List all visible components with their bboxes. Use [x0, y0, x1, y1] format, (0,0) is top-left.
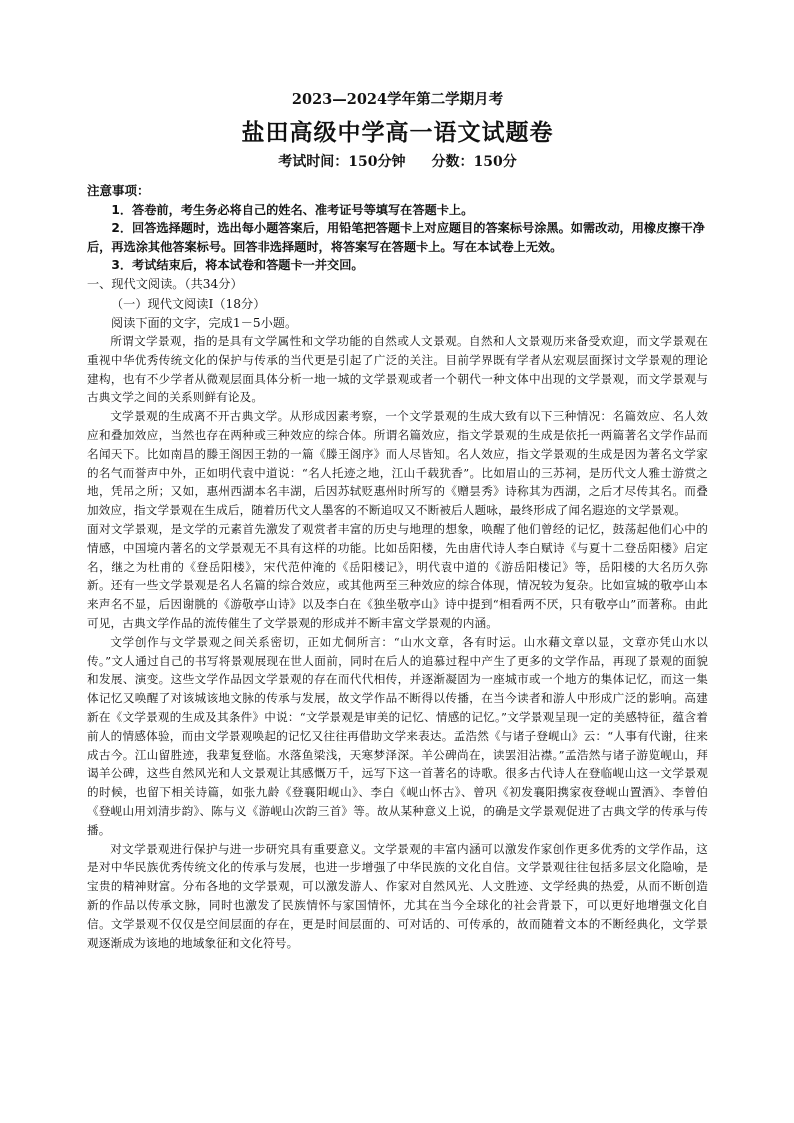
subsection-title: （一）现代文阅读Ⅰ（18分） [111, 297, 266, 311]
notice-item-3: 3．考试结束后，将本试卷和答题卡一并交回。 [111, 258, 364, 272]
exam-score: 分数：150分 [431, 154, 517, 170]
passage-paragraph-4: 文学创作与文学景观之间关系密切，正如尤侗所言：“山水文章，各有时运。山水藉文章以显，文章亦凭山水以传。”文人通过自己的书写将景观展现在世人面前，同时在后人的追慕过程中产生了更多的文学作品，再现了景观的面貌和发展、演变。这些文学作品因文学景观的存在而代代相传，并逐渐凝固为一座城市或一个地方的集体记忆，而这一集体记忆又唤醒了对该城该地文脉的传承与发展，故文学作品不断得以传播，在当今读者和游人中形成广泛的影响。高建新在《文学景观的生成及其条件》中说：“文学景观是审美的记忆、情感的记忆。”文学景观呈现一定的美感特征，蕴含着前人的情感体验，而由文学景观唤起的记忆又往往再借助文学来表达。孟浩然《与诸子登岘山》云：“人事有代谢，往来成古今。江山留胜迹，我辈复登临。水落鱼梁浅，天寒梦泽深。羊公碑尚在，读罢泪沾襟。”孟浩然与诸子游览岘山，拜谒羊公碑，这些自然风光和人文景观让其感慨万千，远写下这一首著名的诗歌。很多古代诗人在登临岘山这一文学景观的时候，也留下相关诗篇，如张九龄《登襄阳岘山》、李白《岘山怀古》、曾巩《初发襄阳携家夜登岘山置酒》、李曾伯《登岘山用刘清步韵》、陈与义《游岘山次韵三首》等。故从某种意义上说，的确是文学景观促进了古典文学的传承与传播。 [87, 634, 708, 837]
notice-title: 注意事项： [87, 183, 150, 198]
notice-item-1: 1．答卷前，考生务必将自己的姓名、准考证号等填写在答题卡上。 [111, 202, 474, 217]
exam-time: 考试时间：150分钟 [278, 154, 406, 170]
exam-paper-title: 盐田高级中学高一语文试题卷 [241, 120, 554, 146]
notice-item-2: 2．回答选择题时，选出每小题答案后，用铅笔把答题卡上对应题目的答案标号涂黑。如需改动，用橡皮擦干净后，再选涂其他答案标号。回答非选择题时，将答案写在答题卡上。写在本试卷上无效。 [87, 221, 705, 254]
passage-paragraph-1: 所谓文学景观，指的是具有文学属性和文学功能的自然或人文景观。自然和人文景观历来备受欢迎，而文学景观在重视中华优秀传统文化的保护与传承的当代更是引起了广泛的关注。目前学界既有学者从宏观层面探讨文学景观的理论建构，也有不少学者从微观层面具体分析一地一城的文学景观或者一个朝代一种文体中出现的文学景观，而文学景观与古典文学之间的关系则鲜有论及。 [87, 334, 708, 405]
reading-passage [87, 332, 708, 952]
passage-paragraph-5: 对文学景观进行保护与进一步研究具有重要意义。文学景观的丰富内涵可以激发作家创作更多优秀的文学作品，这是对中华民族优秀传统文化的传承与发展，也进一步增强了中华民族的文化自信。文学景观往往包括多层文化隐喻，是宝贵的精神财富。分布各地的文学景观，可以激发游人、作家对自然风光、人文胜迹、文学经典的热爱，从而不断创造新的作品以传承文脉，同时也激发了民族情怀与家国情怀，尤其在当今全球化的社会背景下，可以更好地增强文化自信。文学景观不仅仅是空间层面的存在，更是时间层面的、可对话的、可传承的，故而随着文本的不断经典化，文学景观逐渐成为该地的地域象征和文化符号。 [87, 841, 708, 950]
section-title: 一、现代文阅读。（共34分） [87, 276, 243, 291]
passage-paragraph-2: 文学景观的生成离不开古典文学。从形成因素考察，一个文学景观的生成大致有以下三种情况：名篇效应、名人效应和叠加效应，当然也存在两种或三种效应的综合体。所谓名篇效应，指文学景观的生成是依托一两篇著名文学作品而名闻天下。比如南昌的滕王阁因王勃的一篇《滕王阁序》而人尽皆知。名人效应，指文学景观的生成是因为著名文学家的名气而誉声中外，正如明代袁中道说：“名人托迹之地，江山千载犹香”。比如眉山的三苏祠，是历代文人雅士游赏之地，凭吊之所；又如，惠州西湖本名丰湖，后因苏轼贬惠州时所写的《赠昙秀》诗称其为西湖，之后才尽传其名。而叠加效应，指文学景观在生成后，随着历代文人墨客的不断追叹又不断被后人题咏，最终形成了闻名遐迩的文学景观。 [87, 409, 708, 518]
exam-term-title: 2023—2024学年第二学期月考 [291, 91, 504, 108]
reading-instruction: 阅读下面的文字，完成1－5小题。 [111, 315, 298, 330]
exam-time-score [87, 150, 708, 174]
passage-paragraph-3: 面对文学景观，是文学的元素首先激发了观赏者丰富的历史与地理的想象，唤醒了他们曾经的记忆，鼓荡起他们心中的情感，中国境内著名的文学景观无不具有这样的功能。比如岳阳楼，先由唐代诗人李白赋诗《与夏十二登岳阳楼》启定名，继之为杜甫的《登岳阳楼》，宋代范仲淹的《岳阳楼记》，明代袁中道的《游岳阳楼记》等，岳阳楼的大名历久弥新。还有一些文学景观是名人名篇的综合效应，或其他两至三种效应的综合体现，情况较为复杂。比如宣城的敬亭山本来声名不显，后因谢朓的《游敬亭山诗》以及李白在《独坐敬亭山》诗中提到“相看两不厌，只有敬亭山”而著称。由此可见，古典文学作品的流传催生了文学景观的形成并不断丰富文学景观的内涵。 [87, 521, 708, 630]
